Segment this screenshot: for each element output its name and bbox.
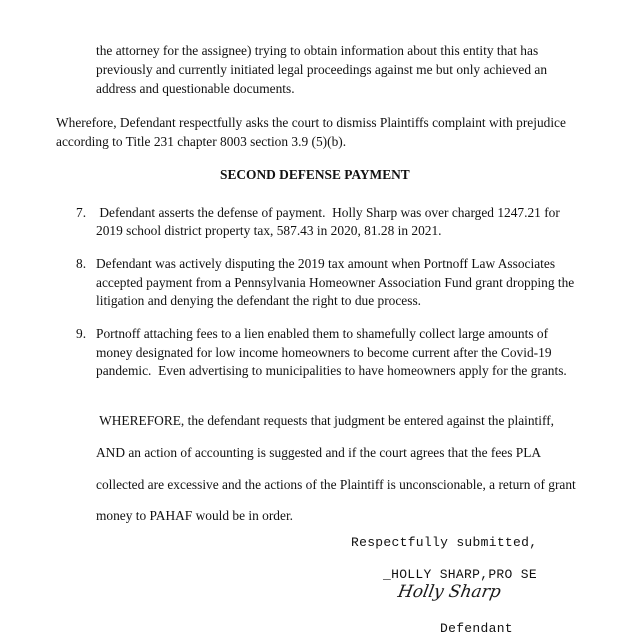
item-9-line-3: pandemic. Even advertising to municipalities to have homeowners apply for the grants. (96, 363, 567, 378)
closing-text: Respectfully submitted, (351, 535, 538, 550)
intro-line-1: the attorney for the assignee) trying to obtain information about this entity that has (96, 43, 539, 58)
wherefore-final-line-3: collected are excessive and the actions of the Plaintiff is unconscionable, a return of grant (96, 477, 576, 492)
item-7-line-2: 2019 school district property tax, 587.43 in 2020, 81.28 in 2021. (96, 223, 442, 238)
item-7-number: 7. (76, 205, 87, 220)
handwritten-signature: Holly Sharp (396, 582, 503, 602)
section-heading: SECOND DEFENSE PAYMENT (220, 167, 410, 182)
item-8-number: 8. (76, 256, 87, 271)
intro-line-3: address and questionable documents. (96, 81, 295, 96)
item-9-line-2: money designated for low income homeowners to become current after the Covid-19 (96, 345, 552, 360)
item-8-line-3: litigation and denying the defendant the right to due process. (96, 293, 422, 308)
wherefore-dismiss-line-2: according to Title 231 chapter 8003 section 3.9 (5)(b). (56, 134, 347, 149)
wherefore-final-line-1: WHEREFORE, the defendant requests that judgment be entered against the plaintiff, (96, 413, 555, 428)
intro-line-2: previously and currently initiated legal proceedings against me but only achieved an (96, 62, 548, 77)
item-8-line-1: Defendant was actively disputing the 2019 tax amount when Portnoff Law Associates (96, 256, 556, 271)
signer-role: Defendant (440, 621, 513, 636)
wherefore-final-line-4: money to PAHAF would be in order. (96, 508, 294, 523)
wherefore-final-line-2: AND an action of accounting is suggested and if the court agrees that the fees PLA (96, 445, 542, 460)
item-9-number: 9. (76, 326, 87, 341)
item-7-line-1: Defendant asserts the defense of payment. Holly Sharp was over charged 1247.21 for (96, 205, 560, 220)
item-9-line-1: Portnoff attaching fees to a lien enabled them to shamefully collect large amounts of (96, 326, 549, 341)
item-8-line-2: accepted payment from a Pennsylvania Homeowner Association Fund grant dropping the (96, 275, 575, 290)
signature-name-line: _HOLLY SHARP,PRO SE (383, 567, 537, 582)
wherefore-dismiss-line-1: Wherefore, Defendant respectfully asks the court to dismiss Plaintiffs complaint with prejudice (56, 115, 566, 130)
